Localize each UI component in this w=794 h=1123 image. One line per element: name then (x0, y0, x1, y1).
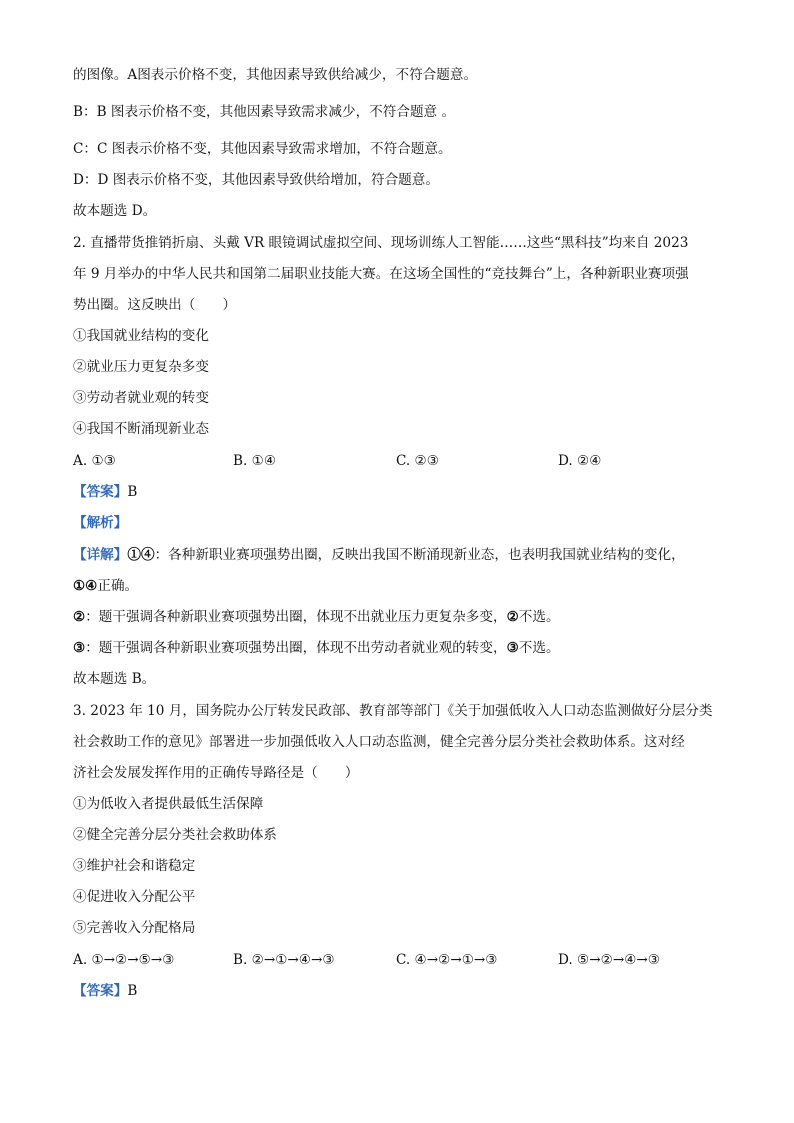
question-stem: 社会救助工作的意见》部署进一步加强低收入人口动态监测，健全完善分层分类社会救助体系。这对经 (73, 734, 685, 750)
question-stem: 3. 2023 年 10 月，国务院办公厅转发民政部、教育部等部门《关于加强低收入人口动态监测做好分层分类 (73, 703, 713, 719)
list-item: ④促进收入分配公平 (73, 889, 196, 905)
text-line: 的图像。A图表示价格不变，其他因素导致供给减少，不符合题意。 (73, 67, 478, 83)
detail-text: ：题干强调各种新职业赛项强势出圈，体现不出就业压力更复杂多变， (85, 609, 507, 625)
detail-line (73, 638, 560, 658)
text-line: B：B 图表示价格不变，其他因素导致需求减少，不符合题意 。 (73, 104, 456, 120)
answer-label: 【答案】 (73, 484, 128, 500)
option-b: B. ①④ (233, 453, 277, 469)
answer-value: B (127, 484, 138, 500)
detail-emphasis: ③ (73, 640, 86, 656)
answer (73, 482, 137, 502)
list-item: ①为低收入者提供最低生活保障 (73, 796, 264, 812)
list-item: ⑤完善收入分配格局 (73, 920, 196, 936)
question-stem: 年 9 月举办的中华人民共和国第二届职业技能大赛。在这场全国性的“竞技舞台”上，各种新职业赛项强 (73, 266, 689, 282)
option-c: C. ④→②→①→③ (396, 952, 498, 968)
detail-emphasis: ② (73, 609, 86, 625)
answer (73, 981, 137, 1001)
analysis-label-text: 【解析】 (73, 515, 128, 531)
detail-text: ：题干强调各种新职业赛项强势出圈，体现不出劳动者就业观的转变， (85, 640, 507, 656)
text-line: C：C 图表示价格不变，其他因素导致需求增加，不符合题意。 (73, 141, 452, 157)
analysis-label (73, 513, 127, 533)
detail-emphasis: ①④ (127, 547, 155, 563)
text-line: D：D 图表示价格不变，其他因素导致供给增加，符合题意。 (73, 172, 439, 188)
detail-label: 【详解】 (73, 547, 128, 563)
list-item: ②健全完善分层分类社会救助体系 (73, 827, 277, 843)
detail-emphasis: ③ (506, 640, 519, 656)
option-c: C. ②③ (396, 453, 439, 469)
list-item: ④我国不断涌现新业态 (73, 421, 209, 437)
list-item: ②就业压力更复杂多变 (73, 359, 209, 375)
question-stem: 势出圈。这反映出（ ） (73, 297, 237, 313)
option-a: A. ①③ (73, 453, 116, 469)
conclusion: 故本题选 B。 (73, 671, 156, 687)
list-item: ③劳动者就业观的转变 (73, 390, 209, 406)
option-d: D. ⑤→②→④→③ (558, 952, 660, 968)
answer-value: B (127, 983, 138, 999)
detail-line (73, 576, 138, 596)
detail-text: 正确。 (97, 578, 139, 594)
detail-text: 不选。 (518, 609, 560, 625)
question-stem: 2. 直播带货推销折扇、头戴 VR 眼镜调试虚拟空间、现场训练人工智能……这些“黑科技”均来自 2023 (73, 235, 689, 251)
text-line: 故本题选 D。 (73, 203, 157, 219)
list-item: ③维护社会和谐稳定 (73, 858, 196, 874)
detail-line (73, 607, 560, 627)
detail-emphasis: ①④ (73, 578, 98, 594)
detail-text: 不选。 (518, 640, 560, 656)
detail-emphasis: ② (506, 609, 519, 625)
answer-label: 【答案】 (73, 983, 128, 999)
option-d: D. ②④ (558, 453, 602, 469)
question-stem: 济社会发展发挥作用的正确传导路径是（ ） (73, 765, 359, 781)
option-b: B. ②→①→④→③ (233, 952, 335, 968)
list-item: ①我国就业结构的变化 (73, 328, 209, 344)
detail-text: ：各种新职业赛项强势出圈，反映出我国不断涌现新业态，也表明我国就业结构的变化， (154, 547, 685, 563)
detail-line (73, 545, 685, 565)
option-a: A. ①→②→⑤→③ (73, 952, 175, 968)
